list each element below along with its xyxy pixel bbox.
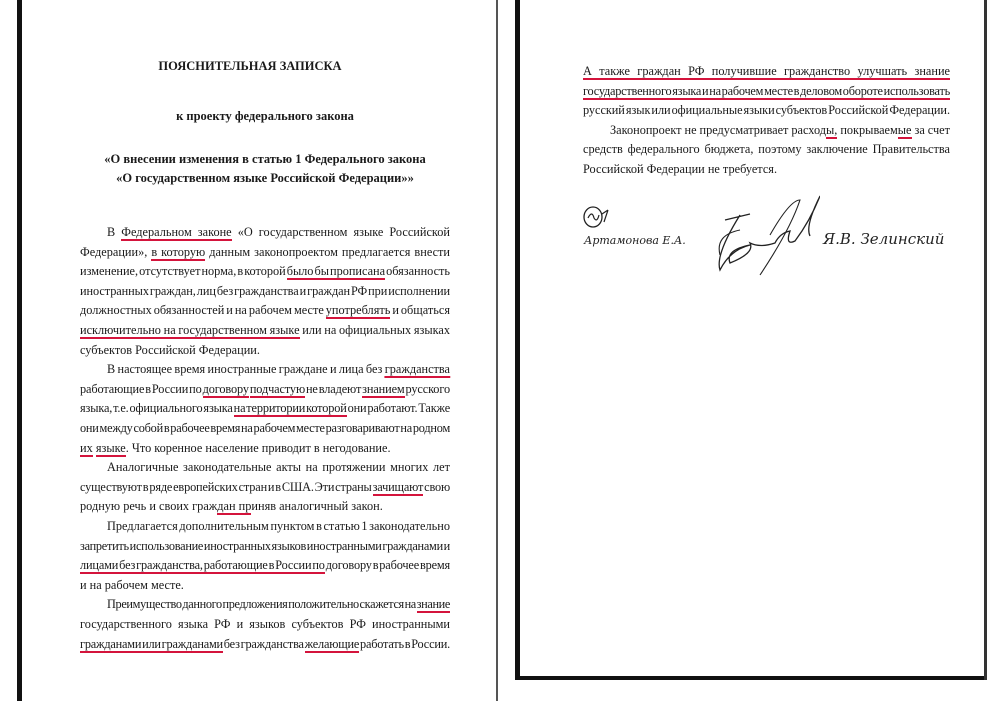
underlined-text: на территории которой (233, 401, 347, 416)
underlined-text: гражданства (384, 362, 450, 377)
underlined-text: А также граждан РФ получившие гражданство улучшать знание (583, 64, 950, 78)
text-segment: или на официальных языках (299, 323, 450, 337)
underlined-text: ые (897, 122, 912, 137)
text-segment: иностранных граждан, лиц без гражданства и граждан РФ при исполнении (80, 283, 450, 298)
text-line (583, 141, 950, 157)
text-line-content (583, 141, 950, 157)
text-segment: без гражданства (222, 636, 305, 651)
text-line-content (583, 102, 950, 118)
text-line-content (610, 122, 950, 138)
underlined-text: гражданами или гражданами (80, 636, 223, 651)
text-segment: они работают. Также (346, 401, 451, 416)
text-segment: они между собой в рабочее время на рабочем месте разговаривают на родном (80, 421, 451, 435)
text-segment: Законопроект не предусматривает расход (610, 122, 827, 137)
text-segment: за счет (911, 122, 951, 137)
text-segment: Аналогичные законодательные акты на протяжении многих лет (107, 460, 450, 475)
text-segment: запретить использование иностранных языков иностранными гражданами и (80, 538, 450, 553)
document-title: ПОЯСНИТЕЛЬНАЯ ЗАПИСКА (158, 59, 342, 73)
underlined-text: исключительно на государственном языке (80, 323, 300, 337)
text-segment: должностных обязанностей и на рабочем месте (80, 303, 326, 318)
underlined-text: зачищают (372, 479, 424, 494)
text-segment: и общаться (390, 303, 450, 318)
text-line (583, 161, 950, 177)
underlined-text: в которую (151, 244, 206, 259)
signature-right-name: Я.В. Зелинский (823, 230, 945, 248)
underlined-text: Федеральном законе (121, 225, 232, 239)
underlined-text: языке (95, 440, 126, 455)
underlined-text: было бы прописана (286, 264, 386, 279)
text-segment: Российской Федерации не требуется. (583, 162, 778, 176)
text-segment: В настоящее время иностранные граждане и лица без (107, 362, 385, 377)
text-line (583, 102, 950, 118)
underlined-text: дан пр (217, 499, 252, 514)
underlined-text: употреблять (325, 303, 391, 318)
text-segment: обязанность (385, 264, 451, 279)
bill-title-line-1: «О внесении изменения в статью 1 Федерального закона (104, 152, 426, 166)
text-segment: и на рабочем месте. (80, 577, 184, 592)
underlined-text: договору (202, 381, 249, 396)
underlined-text: знанием (362, 381, 405, 396)
underlined-text: ы, (826, 122, 838, 137)
signature-right-mark (700, 195, 820, 280)
document-subtitle: к проекту федерального закона (176, 109, 354, 123)
text-line-content (583, 83, 950, 99)
text-line (583, 63, 950, 79)
signature-left-mark (580, 205, 620, 231)
text-segment: языка, т.е. официального языка (80, 401, 234, 416)
text-segment: Преимущество данного предложения положительно скажется на (107, 597, 417, 612)
underlined-text: подчастую (249, 381, 306, 396)
text-segment: русского (404, 381, 450, 396)
text-segment: В (107, 225, 122, 239)
underlined-text: государственного языка и на рабочем месте в деловом обороте использовать (583, 83, 951, 98)
text-segment: Федерации», (80, 244, 152, 259)
text-segment: договору в рабочее время (324, 558, 451, 573)
text-segment: свою (423, 479, 451, 494)
text-segment: родную речь и своих граж (80, 499, 218, 514)
text-segment: не владеют (305, 381, 363, 396)
text-segment: русский язык или официальные языки субъектов Российской Федерации. (583, 103, 950, 118)
text-segment: данным законопроектом предлагается внести (205, 244, 450, 259)
text-segment: средств федерального бюджета, поэтому заключение Правительства (583, 142, 950, 157)
text-segment: государственного языка РФ и языков субъектов РФ иностранными (80, 617, 450, 631)
text-segment: работать в России. (359, 636, 450, 651)
text-segment: покрываем (837, 122, 898, 137)
text-line-content (583, 63, 950, 79)
text-segment: существуют в ряде европейских стран и в США. Эти страны (80, 479, 373, 494)
text-line-content (583, 161, 777, 177)
text-segment: субъектов Российской Федерации. (80, 342, 260, 357)
text-segment: изменение, отсутствует норма, в которой (80, 264, 287, 279)
text-segment: . Что коренное население приводит в негодование. (125, 440, 391, 455)
underlined-text: желающие (304, 636, 360, 651)
underlined-text: знание (416, 597, 451, 612)
text-line (583, 83, 950, 99)
text-segment: работающие в России по (80, 381, 203, 396)
text-line (610, 122, 950, 138)
text-segment: Предлагается дополнительным пунктом в статью 1 законодательно (107, 519, 450, 533)
underlined-text: лицами без гражданства, работающие в России по (80, 558, 325, 573)
underlined-text: их (80, 440, 93, 455)
signature-left-name: Артамонова Е.А. (584, 234, 686, 247)
text-segment: «О государственном языке Российской (231, 225, 451, 239)
bill-title-line-2: «О государственном языке Российской Федерации»» (116, 171, 414, 185)
text-segment: иняв аналогичный закон. (251, 499, 383, 514)
